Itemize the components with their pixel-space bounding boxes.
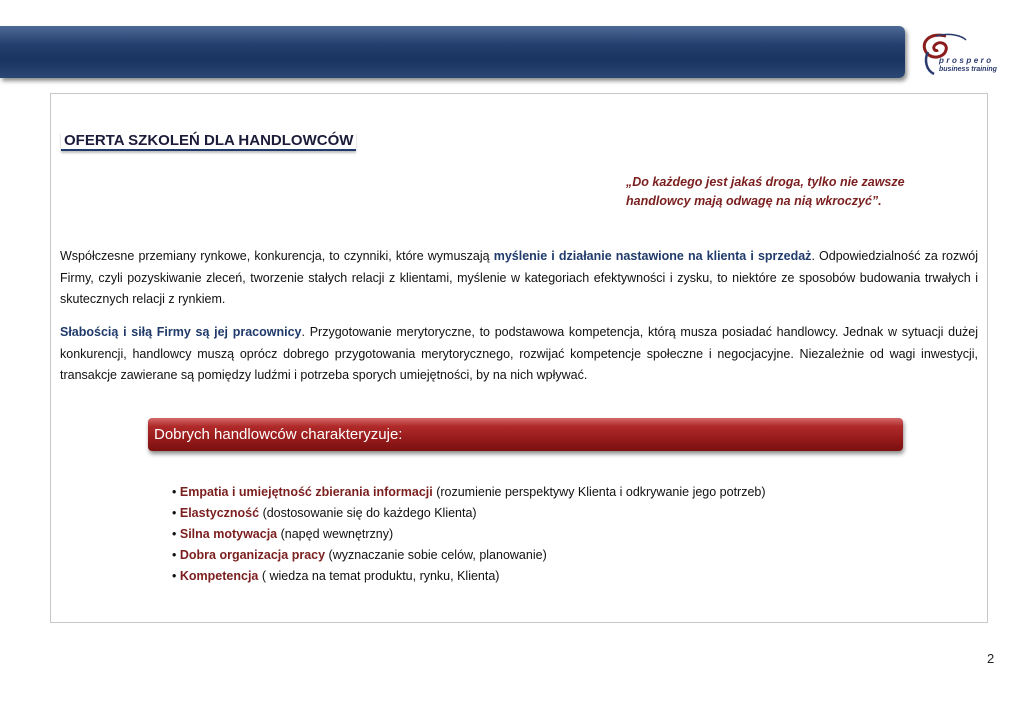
trait-key: Silna motywacja bbox=[179, 527, 278, 541]
intro-paragraph bbox=[60, 246, 978, 311]
header-bar bbox=[0, 26, 905, 78]
list-item bbox=[172, 503, 766, 524]
bullet-icon: • bbox=[172, 485, 177, 499]
list-item bbox=[172, 545, 766, 566]
logo-tagline: business training bbox=[939, 66, 997, 73]
list-item bbox=[172, 524, 766, 545]
banner-title: Dobrych handlowców charakteryzuje: bbox=[154, 426, 403, 443]
second-text: . Przygotowanie merytoryczne, to podstawowa kompetencja, którą musza posiadać handlowcy. Jednak w sytuacji dużej konkurencji, handlowcy muszą oprócz dobrego przygotowania merytorycznego, rozwijać kompetencje społeczne i negocjacyjne. Niezależnie od wagi inwestycji, transakcje zawierane są pomiędzy ludźmi i potrzeba sporych umiejętności, by na nich wpływać. bbox=[60, 325, 978, 382]
second-highlight: Słabością i siłą Firmy są jej pracownicy bbox=[60, 325, 302, 339]
intro-text-start: Współczesne przemiany rynkowe, konkurencja, to czynniki, które wymuszają bbox=[60, 249, 494, 263]
trait-key: Empatia i umiejętność zbierania informacji bbox=[179, 485, 433, 499]
page-title: OFERTA SZKOLEŃ DLA HANDLOWCÓW bbox=[61, 132, 356, 151]
list-item bbox=[172, 482, 766, 503]
trait-key: Dobra organizacja pracy bbox=[179, 548, 326, 562]
bullet-icon: • bbox=[172, 527, 177, 541]
trait-key: Elastyczność bbox=[179, 506, 260, 520]
trait-desc: ( wiedza na temat produktu, rynku, Klienta) bbox=[258, 569, 500, 583]
intro-text-end: . Odpowiedzialność za rozwój Firmy, czyli pozyskiwanie zleceń, tworzenie stałych relacji z klientami, myślenie w kategoriach efektywności i zysku, to niektóre ze sposobów budowania trwałych i skutecznych relacji z rynkiem. bbox=[60, 249, 978, 306]
trait-desc: (wyznaczanie sobie celów, planowanie) bbox=[325, 548, 547, 562]
logo-brand: prospero bbox=[939, 56, 994, 65]
bullet-icon: • bbox=[172, 548, 177, 562]
second-paragraph bbox=[60, 322, 978, 387]
bullet-icon: • bbox=[172, 569, 177, 583]
traits-list bbox=[172, 482, 766, 587]
trait-key: Kompetencja bbox=[179, 569, 259, 583]
trait-desc: (rozumienie perspektywy Klienta i odkrywanie jego potrzeb) bbox=[432, 485, 766, 499]
list-item bbox=[172, 566, 766, 587]
bullet-icon: • bbox=[172, 506, 177, 520]
trait-desc: (dostosowanie się do każdego Klienta) bbox=[259, 506, 477, 520]
page-number: 2 bbox=[987, 651, 995, 666]
logo-text bbox=[939, 56, 997, 74]
quote: „Do każdego jest jakaś droga, tylko nie zawsze handlowcy mają odwagę na nią wkroczyć”. bbox=[626, 175, 905, 208]
trait-desc: (napęd wewnętrzny) bbox=[277, 527, 394, 541]
intro-highlight: myślenie i działanie nastawione na klienta i sprzedaż bbox=[493, 249, 812, 263]
traits-banner bbox=[148, 418, 903, 451]
